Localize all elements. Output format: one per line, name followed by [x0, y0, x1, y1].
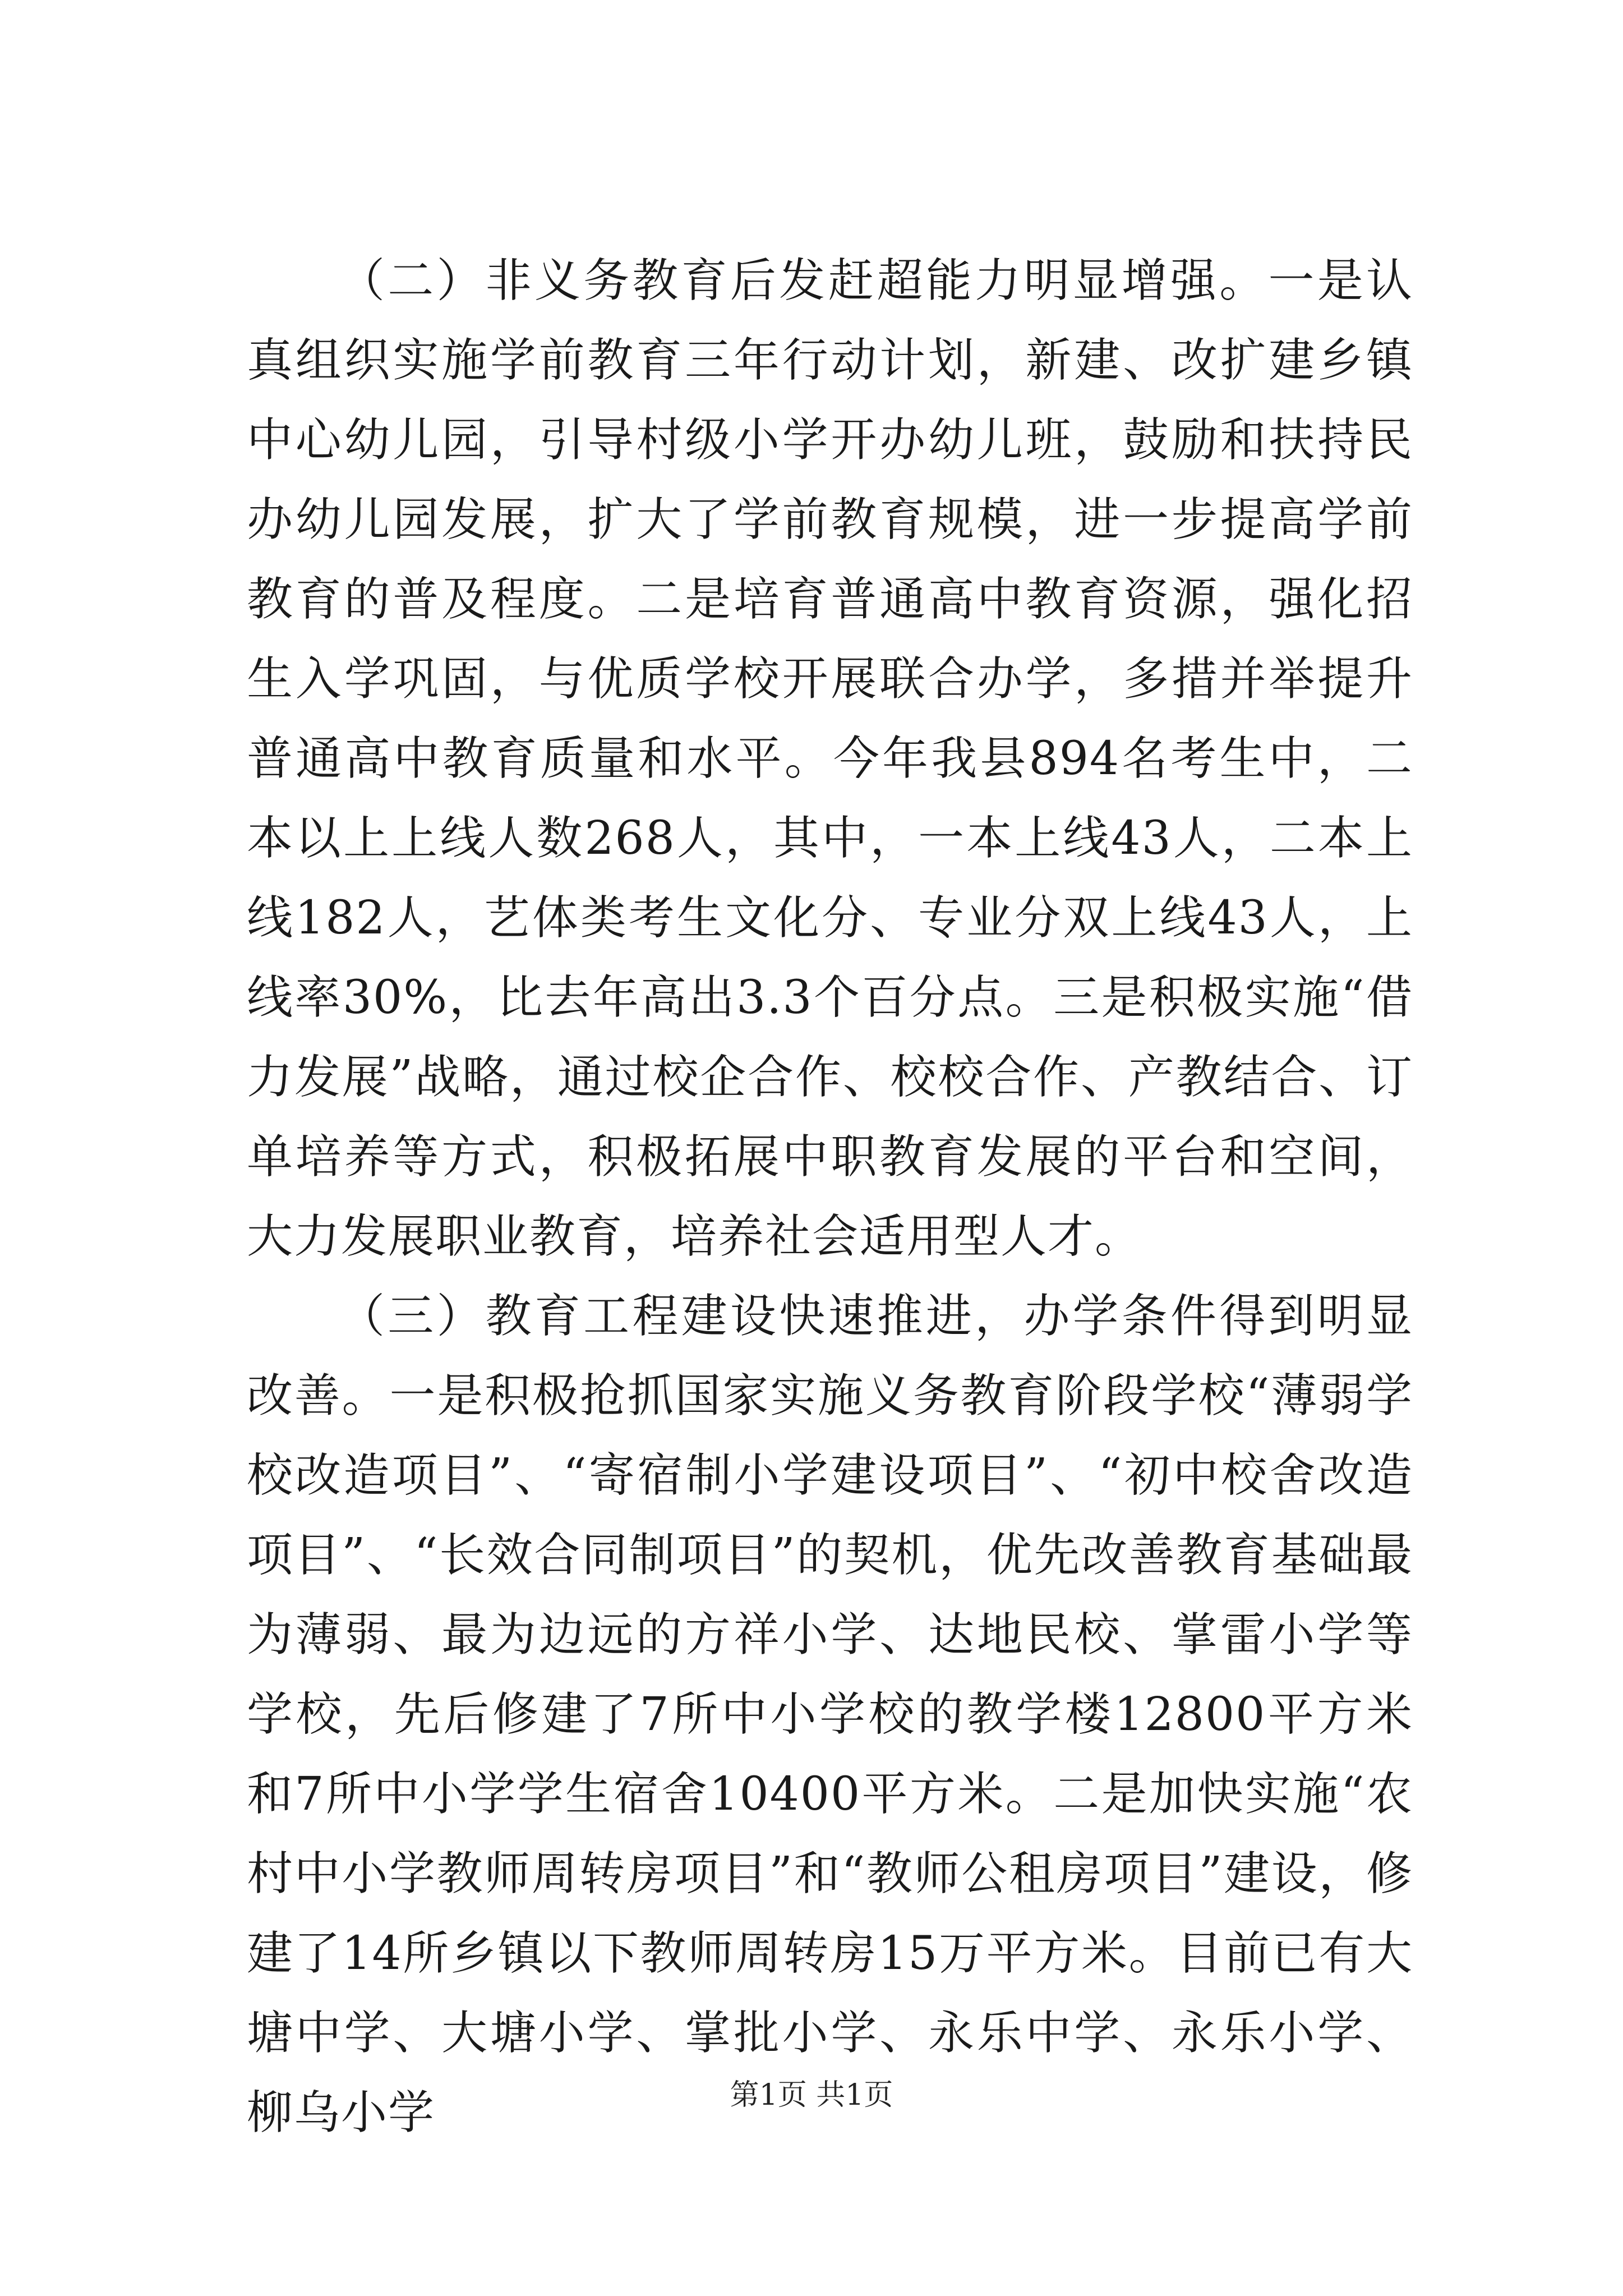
page-footer: 第1页 共1页 — [730, 2078, 893, 2112]
paragraph-non-compulsory-education: （二）非义务教育后发赶超能力明显增强。一是认真组织实施学前教育三年行动计划，新建、改扩建乡镇中心幼儿园，引导村级小学开办幼儿班，鼓励和扶持民办幼儿园发展，扩大了学前教育规模，进一步提高学前教育的普及程度。二是培育普通高中教育资源，强化招生入学巩固，与优质学校开展联合办学，多措并举提升普通高中教育质量和水平。今年我县894名考生中，二本以上上线人数268人，其中，一本上线43人，二本上线182人，艺体类考生文化分、专业分双上线43人，上线率30%，比去年高出3.3个百分点。三是积极实施“借力发展”战略，通过校企合作、校校合作、产教结合、订单培养等方式，积极拓展中职教育发展的平台和空间，大力发展职业教育，培养社会适用型人才。 — [247, 254, 1413, 1263]
document-body — [247, 241, 1413, 2153]
paragraph-education-construction: （三）教育工程建设快速推进，办学条件得到明显改善。一是积极抢抓国家实施义务教育阶段学校“薄弱学校改造项目”、“寄宿制小学建设项目”、“初中校舍改造项目”、“长效合同制项目”的契机，优先改善教育基础最为薄弱、最为边远的方祥小学、达地民校、掌雷小学等学校，先后修建了7所中小学校的教学楼12800平方米和7所中小学学生宿舍10400平方米。二是加快实施“农村中小学教师周转房项目”和“教师公租房项目”建设，修建了14所乡镇以下教师周转房15万平方米。目前已有大塘中学、大塘小学、掌批小学、永乐中学、永乐小学、柳乌小学 — [247, 1290, 1413, 2139]
